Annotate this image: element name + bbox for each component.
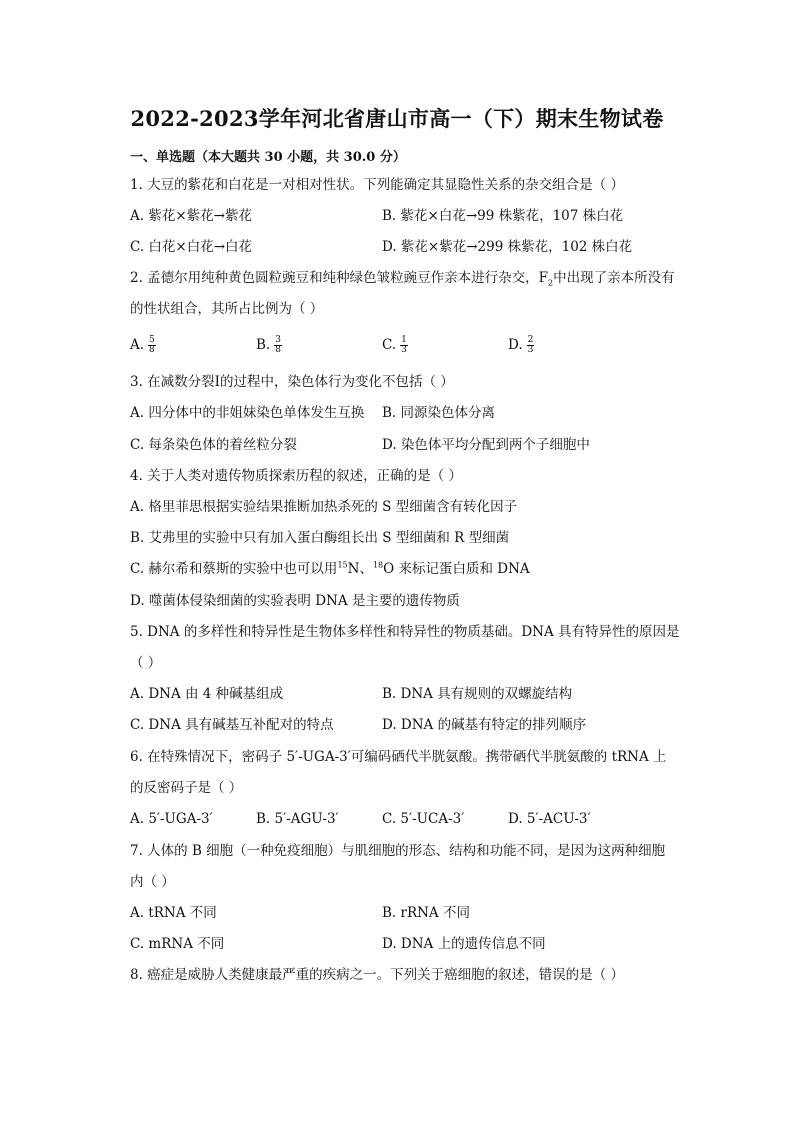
question-6-option-c: C. 5′-UCA-3′ xyxy=(382,811,465,827)
question-4-option-a: A. 格里菲思根据实验结果推断加热杀死的 S 型细菌含有转化因子 xyxy=(130,499,518,515)
question-4-stem: 4. 关于人类对遗传物质探索历程的叙述，正确的是（ ） xyxy=(130,468,462,484)
question-5-option-c: C. DNA 具有碱基互补配对的特点 xyxy=(130,717,334,733)
question-2-stem-part2: 中出现了亲本所没有 xyxy=(553,270,675,286)
question-7-option-a: A. tRNA 不同 xyxy=(130,905,217,921)
question-2-f-subscript: 2 xyxy=(548,278,554,288)
question-4-option-b: B. 艾弗里的实验中只有加入蛋白酶组长出 S 型细菌和 R 型细菌 xyxy=(130,530,510,546)
question-4-option-c: C. 赫尔希和蔡斯的实验中也可以用$^{15}$N、$^{18}$O 来标记蛋白质和 DNA xyxy=(130,560,530,577)
question-1-stem: 1. 大豆的紫花和白花是一对相对性状。下列能确定其显隐性关系的杂交组合是（ ） xyxy=(130,177,624,193)
question-5-stem: 5. DNA 的多样性和特异性是生物体多样性和特异性的物质基础。DNA 具有特异性的原因是 xyxy=(130,624,680,640)
question-3-stem: 3. 在减数分裂Ⅰ的过程中，染色体行为变化不包括（ ） xyxy=(130,374,454,390)
question-1-option-b: B. 紫花×白花→99 株紫花，107 株白花 xyxy=(382,208,624,224)
question-5-stem-line2: （ ） xyxy=(130,655,162,671)
question-2-option-b: B. $\frac{3}{8}$ xyxy=(256,335,281,355)
question-7-stem-line2: 内（ ） xyxy=(130,874,175,890)
question-3-option-c: C. 每条染色体的着丝粒分裂 xyxy=(130,437,297,453)
question-6-option-a: A. 5′-UGA-3′ xyxy=(130,811,213,827)
isotope-18-superscript: 18 xyxy=(372,560,384,570)
question-2-option-c: C. $\frac{1}{3}$ xyxy=(382,335,407,355)
fraction: $\frac{3}{8}$ xyxy=(275,335,281,355)
question-4-option-d: D. 噬菌体侵染细菌的实验表明 DNA 是主要的遗传物质 xyxy=(130,593,460,609)
question-1-option-a: A. 紫花×紫花→紫花 xyxy=(130,208,252,224)
question-5-option-a: A. DNA 由 4 种碱基组成 xyxy=(130,686,284,702)
question-2-stem xyxy=(130,269,675,287)
question-1-option-c: C. 白花×白花→白花 xyxy=(130,239,253,255)
question-2-option-d: D. $\frac{2}{3}$ xyxy=(508,335,534,355)
isotope-15-superscript: 15 xyxy=(337,560,348,570)
fraction: $\frac{1}{3}$ xyxy=(401,335,407,355)
question-2-stem-part1: 2. 孟德尔用纯种黄色圆粒豌豆和纯种绿色皱粒豌豆作亲本进行杂交，F xyxy=(130,270,549,286)
section-heading: 一、单选题（本大题共 30 小题，共 30.0 分） xyxy=(130,150,406,165)
question-3-option-a: A. 四分体中的非姐妹染色单体发生互换 xyxy=(130,405,365,421)
question-5-option-d: D. DNA 的碱基有特定的排列顺序 xyxy=(382,717,587,733)
question-6-option-b: B. 5′-AGU-3′ xyxy=(256,811,339,827)
fraction: $\frac{2}{3}$ xyxy=(527,335,534,355)
question-8-stem: 8. 癌症是威胁人类健康最严重的疾病之一。下列关于癌细胞的叙述，错误的是（ ） xyxy=(130,967,624,983)
question-3-option-d: D. 染色体平均分配到两个子细胞中 xyxy=(382,437,590,453)
question-6-stem-line2: 的反密码子是（ ） xyxy=(130,780,243,796)
page-title: 2022-2023学年河北省唐山市高一（下）期末生物试卷 xyxy=(130,106,664,131)
question-6-stem: 6. 在特殊情况下，密码子 5′-UGA-3′可编码硒代半胱氨酸。携带硒代半胱氨酸的 tRNA 上 xyxy=(130,749,667,765)
question-7-option-c: C. mRNA 不同 xyxy=(130,936,225,952)
question-5-option-b: B. DNA 具有规则的双螺旋结构 xyxy=(382,686,573,702)
question-7-option-b: B. rRNA 不同 xyxy=(382,905,470,921)
question-3-option-b: B. 同源染色体分离 xyxy=(382,405,496,421)
question-7-option-d: D. DNA 上的遗传信息不同 xyxy=(382,936,546,952)
question-6-option-d: D. 5′-ACU-3′ xyxy=(508,811,591,827)
fraction: $\frac{5}{8}$ xyxy=(149,335,155,355)
question-7-stem: 7. 人体的 B 细胞（一种免疫细胞）与肌细胞的形态、结构和功能不同，是因为这两种细胞 xyxy=(130,843,666,859)
question-1-option-d: D. 紫花×紫花→299 株紫花，102 株白花 xyxy=(382,239,633,255)
question-2-stem-line2: 的性状组合，其所占比例为（ ） xyxy=(130,301,324,317)
question-2-option-a: A. $\frac{5}{8}$ xyxy=(130,335,155,355)
